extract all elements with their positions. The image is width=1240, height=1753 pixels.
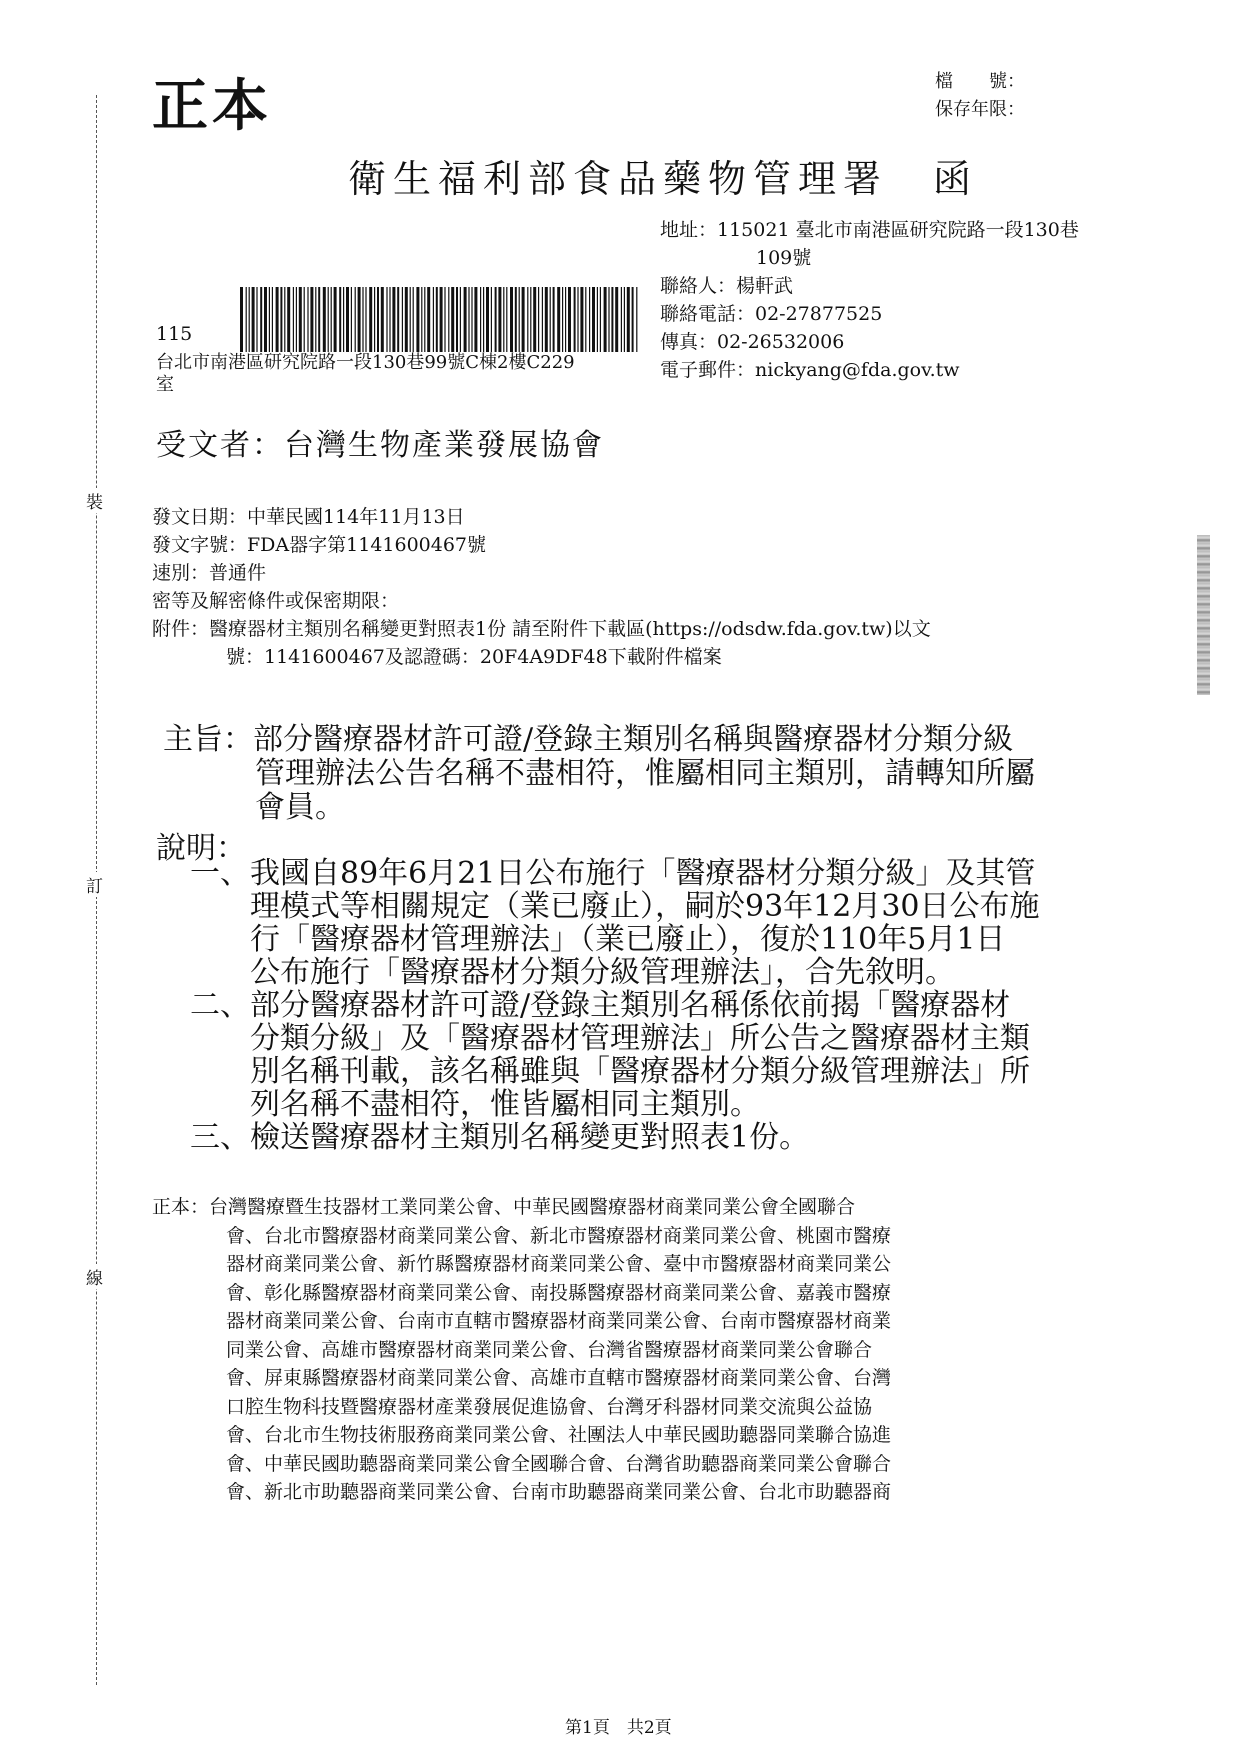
- barcode-bar: [351, 287, 352, 352]
- barcode-bar: [464, 287, 467, 352]
- barcode-bar: [636, 287, 637, 352]
- barcode-bar: [611, 287, 613, 352]
- sender-contact-block: [660, 216, 1079, 384]
- barcode-bar: [440, 287, 443, 352]
- barcode-bar: [374, 287, 375, 352]
- barcode-bar: [307, 287, 308, 352]
- attachment: 附件：醫療器材主類別名稱變更對照表1份 請至附件下載區(https://odsdw.fda.gov.tw)以文: [152, 618, 931, 640]
- barcode-bar: [615, 287, 618, 352]
- sender-address-cont: 109號: [756, 247, 812, 269]
- cc-line: 同業公會、高雄市醫療器材商業同業公會、台灣省醫療器材商業同業公會聯合: [226, 1338, 873, 1361]
- barcode-bar: [362, 287, 363, 352]
- cc-line: 口腔生物科技暨醫療器材產業發展促進協會、台灣牙科器材同業交流與公益協: [226, 1395, 873, 1418]
- cc-line: 器材商業同業公會、新竹縣醫療器材商業同業公會、臺中市醫療器材商業同業公: [226, 1253, 892, 1275]
- recipient-address-line: 台北市南港區研究院路一段130巷99號C棟2樓C229: [156, 352, 575, 373]
- barcode-bar: [460, 287, 461, 352]
- barcode-bar: [355, 287, 356, 352]
- barcode-bar: [276, 287, 279, 352]
- explanation-item-2-cont: 別名稱刊載，該名稱雖與「醫療器材分類分級管理辦法」所: [250, 1054, 1030, 1089]
- cc-line: 會、屏東縣醫療器材商業同業公會、高雄市直轄市醫療器材商業同業公會、台灣: [226, 1367, 892, 1389]
- barcode-bar: [416, 287, 419, 352]
- barcode-bar: [527, 287, 528, 352]
- retention-period-label: 保存年限：: [935, 99, 1025, 120]
- cc-line: 器材商業同業公會、台南市直轄市醫療器材商業同業公會、台南市醫療器材商業: [226, 1310, 892, 1332]
- cc-line: 正本：台灣醫療暨生技器材工業同業公會、中華民國醫療器材商業同業公會全國聯合: [152, 1196, 856, 1218]
- sender-address: 地址：115021 臺北市南港區研究院路一段130巷: [660, 219, 1079, 241]
- barcode-bar: [557, 287, 560, 352]
- binding-mark-middle: 訂: [86, 872, 103, 897]
- barcode-bar: [377, 287, 379, 352]
- barcode-bar: [318, 287, 320, 352]
- barcode-bar: [424, 287, 425, 352]
- explanation-item-2: 二、部分醫療器材許可證/登錄主類別名稱係依前揭「醫療器材: [190, 988, 1011, 1023]
- attachment-cont: 號：1141600467及認證碼：20F4A9DF48下載附件檔案: [226, 646, 722, 668]
- barcode-bar: [574, 287, 576, 352]
- barcode-bar: [304, 287, 305, 352]
- barcode-bar: [264, 287, 267, 352]
- barcode-bar: [568, 287, 571, 352]
- barcode-bar: [471, 287, 472, 352]
- barcode-bar: [530, 287, 531, 352]
- barcode-bar: [480, 287, 481, 352]
- subject: [163, 723, 1035, 825]
- cc-recipients: [152, 1193, 891, 1507]
- barcode-bar: [260, 287, 262, 352]
- barcode-bar: [284, 287, 285, 352]
- contact-email: 電子郵件：nickyang@fda.gov.tw: [660, 359, 960, 381]
- barcode-bar: [585, 287, 586, 352]
- barcode-bar: [545, 287, 548, 352]
- explanation-item-2-cont: 分類分級」及「醫療器材管理辦法」所公告之醫療器材主類: [250, 1021, 1030, 1056]
- barcode-bar: [287, 287, 290, 352]
- contact-person: 聯絡人：楊軒武: [660, 275, 794, 297]
- barcode-bar: [580, 287, 583, 352]
- barcode-bar: [510, 287, 513, 352]
- barcode-bar: [562, 287, 563, 352]
- explanation-item-1-cont: 公布施行「醫療器材分類分級管理辦法」，合先敘明。: [250, 955, 955, 990]
- barcode-bar: [498, 287, 501, 352]
- barcode-bar: [600, 287, 601, 352]
- delivery-speed: 速別：普通件: [152, 562, 267, 584]
- barcode-bar: [433, 287, 434, 352]
- barcode-bar: [272, 287, 273, 352]
- subject-line: 會員。: [255, 790, 345, 825]
- barcode-bar: [413, 287, 414, 352]
- barcode-bar: [427, 287, 430, 352]
- barcode-bar: [451, 287, 454, 352]
- postal-barcode: [240, 287, 640, 352]
- barcode-bar: [397, 287, 399, 352]
- explanation-item-1-cont: 理模式等相關規定（業已廢止），嗣於93年12月30日公布施: [250, 889, 1040, 924]
- barcode-bar: [256, 287, 257, 352]
- barcode-bar: [331, 287, 332, 352]
- barcode-bar: [358, 287, 361, 352]
- barcode-bar: [280, 287, 282, 352]
- barcode-bar: [246, 287, 247, 352]
- binding-mark-bottom: 線: [86, 1264, 103, 1289]
- barcode-bar: [608, 287, 609, 352]
- barcode-bar: [310, 287, 313, 352]
- barcode-bar: [343, 287, 344, 352]
- barcode-bar: [252, 287, 255, 352]
- barcode-bar: [365, 287, 366, 352]
- barcode-bar: [436, 287, 438, 352]
- barcode-bar: [553, 287, 555, 352]
- barcode-bar: [474, 287, 477, 352]
- barcode-bar: [597, 287, 598, 352]
- barcode-bar: [542, 287, 543, 352]
- explanation-item-3: 三、檢送醫療器材主類別名稱變更對照表1份。: [190, 1120, 810, 1155]
- barcode-bar: [577, 287, 578, 352]
- cc-line: 會、中華民國助聽器商業同業公會全國聯合會、台灣省助聽器商業同業公會聯合: [226, 1452, 892, 1475]
- barcode-bar: [410, 287, 411, 352]
- barcode-bar: [392, 287, 395, 352]
- barcode-bar: [249, 287, 250, 352]
- barcode-bar: [448, 287, 449, 352]
- explanation-item-1-cont: 行「醫療器材管理辦法」（業已廢止），復於110年5月1日: [250, 922, 1006, 957]
- document-number: 發文字號：FDA器字第1141600467號: [152, 534, 487, 556]
- barcode-bar: [550, 287, 551, 352]
- barcode-bar: [405, 287, 408, 352]
- recipient-postal-code: 115: [156, 323, 193, 345]
- document-title: 衛生福利部食品藥物管理署 函: [348, 157, 979, 201]
- barcode-bar: [468, 287, 469, 352]
- barcode-bar: [240, 287, 243, 352]
- barcode-bar: [515, 287, 517, 352]
- barcode-bar: [522, 287, 525, 352]
- barcode-bar: [444, 287, 445, 352]
- recipient-address: [156, 352, 575, 396]
- barcode-bar: [495, 287, 497, 352]
- cc-line: 會、台北市醫療器材商業同業公會、新北市醫療器材商業同業公會、桃園市醫療: [226, 1224, 892, 1247]
- explanation-heading: 說明：: [156, 831, 246, 866]
- cc-line: 會、彰化縣醫療器材商業同業公會、南投縣醫療器材商業同業公會、嘉義市醫療: [226, 1281, 892, 1304]
- barcode-bar: [627, 287, 630, 352]
- explanation-item-2-cont: 列名稱不盡相符，惟皆屬相同主類別。: [250, 1087, 760, 1122]
- contact-phone: 聯絡電話：02-27877525: [660, 303, 883, 325]
- barcode-bar: [624, 287, 625, 352]
- barcode-bar: [315, 287, 316, 352]
- barcode-bar: [323, 287, 326, 352]
- barcode-bar: [621, 287, 622, 352]
- barcode-bar: [369, 287, 372, 352]
- document-meta: [152, 503, 931, 671]
- barcode-bar: [328, 287, 329, 352]
- confidentiality: 密等及解密條件或保密期限：: [152, 590, 400, 612]
- barcode-bar: [589, 287, 590, 352]
- file-number-label: 檔 號：: [935, 71, 1025, 92]
- barcode-bar: [533, 287, 536, 352]
- barcode-bar: [334, 287, 337, 352]
- subject-line: 主旨：部分醫療器材許可證/登錄主類別名稱與醫療器材分類分級: [163, 722, 1014, 757]
- barcode-bar: [456, 287, 458, 352]
- barcode-bar: [632, 287, 634, 352]
- cc-line: 會、新北市助聽器商業同業公會、台南市助聽器商業同業公會、台北市助聽器商: [226, 1481, 892, 1503]
- archive-info: [935, 68, 1025, 124]
- barcode-bar: [389, 287, 390, 352]
- barcode-bar: [486, 287, 489, 352]
- barcode-bar: [519, 287, 520, 352]
- barcode-bar: [293, 287, 294, 352]
- barcode-bar: [269, 287, 270, 352]
- barcode-bar: [565, 287, 566, 352]
- barcode-bar: [538, 287, 539, 352]
- barcode-bar: [346, 287, 349, 352]
- barcode-bar: [381, 287, 384, 352]
- barcode-bar: [339, 287, 341, 352]
- recipient-address-line-cont: 室: [156, 374, 174, 395]
- barcode-bar: [592, 287, 595, 352]
- barcode-bar: [402, 287, 403, 352]
- issue-date: 發文日期：中華民國114年11月13日: [152, 506, 465, 528]
- barcode-bar: [503, 287, 504, 352]
- binding-mark-top: 裝: [86, 488, 103, 513]
- barcode-bar: [296, 287, 297, 352]
- explanation-item-1: 一、我國自89年6月21日公布施行「醫療器材分類分級」及其管: [190, 856, 1036, 891]
- barcode-bar: [506, 287, 507, 352]
- explanation-body: [190, 857, 1040, 1154]
- addressee: 受文者：台灣生物產業發展協會: [156, 428, 604, 463]
- scan-edge-artifact: [1197, 535, 1210, 695]
- barcode-bar: [386, 287, 387, 352]
- copy-stamp: 正本: [152, 73, 272, 139]
- page-number: 第1頁 共2頁: [565, 1718, 672, 1738]
- subject-line: 管理辦法公告名稱不盡相符，惟屬相同主類別，請轉知所屬: [255, 756, 1035, 791]
- barcode-bar: [421, 287, 422, 352]
- barcode-bar: [491, 287, 492, 352]
- barcode-bar: [299, 287, 302, 352]
- barcode-bar: [604, 287, 607, 352]
- barcode-bar: [483, 287, 484, 352]
- contact-fax: 傳真：02-26532006: [660, 331, 845, 353]
- cc-line: 會、台北市生物技術服務商業同業公會、社團法人中華民國助聽器同業聯合協進: [226, 1424, 892, 1446]
